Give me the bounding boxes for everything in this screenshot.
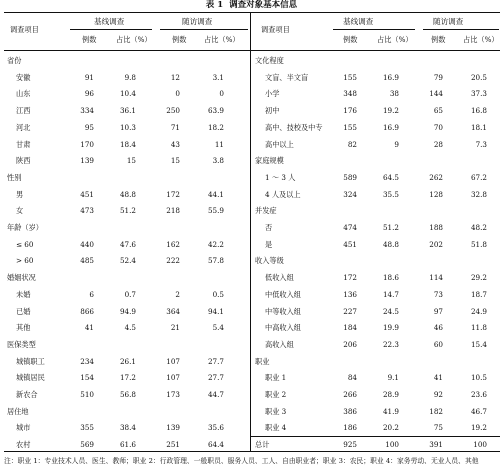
count-cell: 84 xyxy=(347,373,357,383)
percent-cell: 38 xyxy=(389,89,399,99)
percent-cell: 44.1 xyxy=(207,189,224,199)
count-cell: 176 xyxy=(343,106,357,116)
count-cell: 172 xyxy=(166,189,180,199)
table-number: 表 1 xyxy=(205,0,224,10)
right-table xyxy=(250,12,500,452)
percent-cell: 56.8 xyxy=(119,390,136,399)
percent-cell: 48.8 xyxy=(119,189,136,199)
count-cell: 0 xyxy=(175,89,180,99)
count-cell: 218 xyxy=(166,206,180,216)
row-label: > 60 xyxy=(16,256,34,266)
count-cell: 43 xyxy=(170,139,180,149)
table-row xyxy=(251,286,500,303)
row-label: 城市 xyxy=(16,423,31,433)
category-row xyxy=(4,403,250,420)
percent-cell: 55.9 xyxy=(207,206,224,216)
count-cell: 866 xyxy=(80,306,94,316)
count-cell: 184 xyxy=(343,323,357,333)
count-cell: 334 xyxy=(80,106,94,116)
header-row-sub xyxy=(251,31,500,49)
table-row xyxy=(4,119,250,136)
count-cell: 451 xyxy=(80,189,94,199)
percent-cell: 19.2 xyxy=(382,106,399,116)
count-cell: 144 xyxy=(429,89,443,99)
count-cell: 60 xyxy=(433,339,443,349)
row-label: 低收入组 xyxy=(265,273,294,283)
table-title xyxy=(0,0,503,11)
header-followup: 随访调查 xyxy=(433,17,464,26)
header-pct: 占比（%） xyxy=(204,35,240,44)
row-label: 是 xyxy=(265,239,273,249)
count-cell: 188 xyxy=(429,223,443,232)
category-row xyxy=(4,52,250,69)
table-row xyxy=(251,386,500,403)
table-row xyxy=(251,85,500,102)
percent-cell: 20.2 xyxy=(382,423,399,433)
percent-cell: 27.7 xyxy=(207,373,224,383)
count-cell: 186 xyxy=(343,423,357,433)
percent-cell: 48.8 xyxy=(382,239,399,249)
table-caption: 调查对象基本信息 xyxy=(229,0,298,10)
percent-cell: 28.9 xyxy=(382,390,399,399)
row-label: 男 xyxy=(16,189,24,199)
percent-cell: 17.2 xyxy=(119,373,136,383)
percent-cell: 37.3 xyxy=(470,89,487,99)
category-row xyxy=(4,169,250,186)
count-cell: 251 xyxy=(166,440,180,450)
percent-cell: 16.8 xyxy=(470,106,487,116)
header-item: 调查项目 xyxy=(261,25,290,34)
percent-cell: 35.6 xyxy=(207,423,224,433)
row-label: 高中以上 xyxy=(265,139,294,149)
percent-cell: 4.5 xyxy=(124,323,136,333)
count-cell: 348 xyxy=(343,89,357,99)
category-label: 性别 xyxy=(7,172,22,182)
percent-cell: 15.4 xyxy=(470,339,487,349)
percent-cell: 23.6 xyxy=(470,390,487,399)
count-cell: 46 xyxy=(433,323,443,333)
header-count: 例数 xyxy=(431,35,446,44)
table-row xyxy=(251,319,500,336)
table-row xyxy=(4,436,250,453)
count-cell: 21 xyxy=(170,323,180,333)
category-row xyxy=(251,52,500,69)
count-cell: 6 xyxy=(89,289,94,299)
count-cell: 79 xyxy=(433,72,443,82)
count-cell: 569 xyxy=(80,440,94,450)
percent-cell: 29.2 xyxy=(470,273,487,283)
table-row xyxy=(4,303,250,320)
count-cell: 250 xyxy=(166,106,180,116)
row-label: 未婚 xyxy=(16,289,31,299)
header-baseline: 基线调查 xyxy=(94,17,125,26)
count-cell: 589 xyxy=(343,172,357,182)
count-cell: 440 xyxy=(80,239,94,249)
table-row xyxy=(251,269,500,286)
category-row xyxy=(4,219,250,236)
count-cell: 925 xyxy=(343,440,357,450)
percent-cell: 10.5 xyxy=(470,373,487,383)
row-label: 陕西 xyxy=(16,156,31,166)
header-rule xyxy=(4,50,250,51)
percent-cell: 10.4 xyxy=(119,89,136,99)
count-cell: 324 xyxy=(343,189,357,199)
count-cell: 71 xyxy=(170,122,180,132)
table-row xyxy=(251,186,500,203)
row-label: 河北 xyxy=(16,122,31,132)
table-row xyxy=(4,286,250,303)
category-row xyxy=(251,202,500,219)
category-label: 并发症 xyxy=(255,206,277,216)
percent-cell: 24.9 xyxy=(470,306,487,316)
row-label: 职业 1 xyxy=(265,373,287,383)
header-count: 例数 xyxy=(172,35,187,44)
category-label: 文化程度 xyxy=(255,56,284,65)
count-cell: 485 xyxy=(80,256,94,266)
percent-cell: 18.6 xyxy=(382,273,399,283)
table-row xyxy=(4,202,250,219)
row-label: 职业 2 xyxy=(265,390,287,399)
count-cell: 172 xyxy=(343,273,357,283)
table-row xyxy=(4,369,250,386)
table-row xyxy=(251,336,500,353)
percent-cell: 64.4 xyxy=(207,440,224,450)
count-cell: 91 xyxy=(84,72,94,82)
table-row xyxy=(251,219,500,236)
percent-cell: 63.9 xyxy=(207,106,224,116)
row-label: 安徽 xyxy=(16,72,31,82)
percent-cell: 0.7 xyxy=(124,289,136,299)
percent-cell: 94.1 xyxy=(207,306,224,316)
count-cell: 173 xyxy=(166,390,180,399)
header-rule xyxy=(251,50,500,51)
percent-cell: 32.8 xyxy=(470,189,487,199)
count-cell: 92 xyxy=(433,390,443,399)
count-cell: 355 xyxy=(80,423,94,433)
percent-cell: 3.1 xyxy=(212,72,224,82)
percent-cell: 24.5 xyxy=(382,306,399,316)
row-label: 总计 xyxy=(255,440,270,450)
percent-cell: 0.5 xyxy=(212,289,224,299)
count-cell: 15 xyxy=(170,156,180,166)
percent-cell: 57.8 xyxy=(207,256,224,266)
count-cell: 2 xyxy=(175,289,180,299)
row-label: 否 xyxy=(265,223,273,232)
category-label: 省份 xyxy=(7,56,22,65)
left-table xyxy=(4,12,250,452)
header-count: 例数 xyxy=(82,35,97,44)
table-row xyxy=(251,169,500,186)
header-followup: 随访调查 xyxy=(182,17,213,26)
percent-cell: 51.2 xyxy=(382,223,399,232)
percent-cell: 16.9 xyxy=(382,72,399,82)
row-label: 中高收入组 xyxy=(265,323,301,333)
category-row xyxy=(251,353,500,370)
percent-cell: 42.2 xyxy=(207,239,224,249)
count-cell: 364 xyxy=(166,306,180,316)
row-label: 高收入组 xyxy=(265,339,294,349)
header-pct: 占比（%） xyxy=(116,35,152,44)
count-cell: 155 xyxy=(343,72,357,82)
percent-cell: 100 xyxy=(473,440,487,450)
percent-cell: 61.6 xyxy=(119,440,136,450)
table-row xyxy=(4,85,250,102)
count-cell: 474 xyxy=(343,223,357,232)
count-cell: 182 xyxy=(429,406,443,416)
percent-cell: 44.7 xyxy=(207,390,224,399)
percent-cell: 15 xyxy=(126,156,136,166)
header-row-sub xyxy=(4,31,250,49)
count-cell: 82 xyxy=(347,139,357,149)
table-row xyxy=(251,69,500,86)
category-label: 婚姻状况 xyxy=(7,273,36,283)
percent-cell: 5.4 xyxy=(212,323,224,333)
count-cell: 28 xyxy=(433,139,443,149)
row-label: 已婚 xyxy=(16,306,31,316)
percent-cell: 38.4 xyxy=(119,423,136,433)
table-row xyxy=(251,403,500,420)
row-label: 4 人及以上 xyxy=(265,189,301,199)
count-cell: 451 xyxy=(343,239,357,249)
category-label: 居住地 xyxy=(7,406,29,416)
header-count: 例数 xyxy=(343,35,358,44)
count-cell: 114 xyxy=(429,273,443,283)
count-cell: 386 xyxy=(343,406,357,416)
count-cell: 262 xyxy=(429,172,443,182)
category-label: 收入等级 xyxy=(255,256,284,266)
count-cell: 391 xyxy=(429,440,443,450)
count-cell: 227 xyxy=(343,306,357,316)
count-cell: 136 xyxy=(343,289,357,299)
percent-cell: 18.2 xyxy=(207,122,224,132)
count-cell: 128 xyxy=(429,189,443,199)
header-baseline: 基线调查 xyxy=(343,17,374,26)
percent-cell: 9.8 xyxy=(124,72,136,82)
percent-cell: 35.5 xyxy=(382,189,399,199)
percent-cell: 36.1 xyxy=(119,106,136,116)
header-pct: 占比（%） xyxy=(463,35,499,44)
count-cell: 234 xyxy=(80,356,94,366)
count-cell: 266 xyxy=(343,390,357,399)
row-label: 山东 xyxy=(16,89,31,99)
table-row xyxy=(251,102,500,119)
footnote: 注：职业 1：专业技术人员、医生、教师；职业 2：行政管理、一般职员、服务人员、工人、自由职业者；职业 3：农民；职业 4：家务劳动、无业人员、其他 xyxy=(4,457,479,465)
category-row xyxy=(4,336,250,353)
table-row xyxy=(4,152,250,169)
table-row xyxy=(251,236,500,253)
percent-cell: 41.9 xyxy=(382,406,399,416)
percent-cell: 11.8 xyxy=(470,323,487,333)
percent-cell: 20.5 xyxy=(470,72,487,82)
count-cell: 41 xyxy=(433,373,443,383)
header-pct: 占比（%） xyxy=(377,35,413,44)
table-row xyxy=(4,102,250,119)
count-cell: 75 xyxy=(433,423,443,433)
count-cell: 12 xyxy=(170,72,180,82)
row-label: 中等收入组 xyxy=(265,306,301,316)
percent-cell: 16.9 xyxy=(382,122,399,132)
percent-cell: 26.1 xyxy=(119,356,136,366)
percent-cell: 18.4 xyxy=(119,139,136,149)
percent-cell: 3.8 xyxy=(212,156,224,166)
percent-cell: 47.6 xyxy=(119,239,136,249)
count-cell: 162 xyxy=(166,239,180,249)
percent-cell: 51.2 xyxy=(119,206,136,216)
table-row xyxy=(251,369,500,386)
table-row xyxy=(251,419,500,436)
table-row xyxy=(4,186,250,203)
percent-cell: 67.2 xyxy=(470,172,487,182)
count-cell: 510 xyxy=(80,390,94,399)
percent-cell: 9 xyxy=(394,139,399,149)
row-label: 甘肃 xyxy=(16,139,31,149)
percent-cell: 14.7 xyxy=(382,289,399,299)
category-label: 家庭规模 xyxy=(255,156,284,166)
table-row xyxy=(251,119,500,136)
row-label: 文盲、半文盲 xyxy=(265,72,309,82)
percent-cell: 19.9 xyxy=(382,323,399,333)
table-row xyxy=(4,136,250,153)
category-row xyxy=(251,252,500,269)
percent-cell: 7.3 xyxy=(475,139,487,149)
category-row xyxy=(4,269,250,286)
count-cell: 96 xyxy=(84,89,94,99)
row-label: 中低收入组 xyxy=(265,289,301,299)
percent-cell: 9.1 xyxy=(387,373,399,383)
row-label: 江西 xyxy=(16,106,31,116)
row-label: 城镇居民 xyxy=(16,373,45,383)
count-cell: 139 xyxy=(166,423,180,433)
total-row xyxy=(251,436,500,453)
count-cell: 73 xyxy=(433,289,443,299)
table-row xyxy=(4,353,250,370)
percent-cell: 94.9 xyxy=(119,306,136,316)
count-cell: 206 xyxy=(343,339,357,349)
table-row xyxy=(4,69,250,86)
count-cell: 95 xyxy=(84,122,94,132)
count-cell: 107 xyxy=(166,356,180,366)
percent-cell: 52.4 xyxy=(119,256,136,266)
row-label: 其他 xyxy=(16,323,31,333)
table-row xyxy=(4,386,250,403)
table-row xyxy=(4,419,250,436)
category-row xyxy=(251,152,500,169)
count-cell: 139 xyxy=(80,156,94,166)
row-label: 职业 3 xyxy=(265,406,287,416)
category-label: 医保类型 xyxy=(7,339,36,349)
table-row xyxy=(4,252,250,269)
count-cell: 154 xyxy=(80,373,94,383)
table-row xyxy=(4,319,250,336)
row-label: 农村 xyxy=(16,440,31,450)
row-label: 城镇职工 xyxy=(16,356,45,366)
percent-cell: 10.3 xyxy=(119,122,136,132)
table-row xyxy=(251,136,500,153)
percent-cell: 0 xyxy=(219,89,224,99)
count-cell: 202 xyxy=(429,239,443,249)
percent-cell: 27.7 xyxy=(207,356,224,366)
percent-cell: 46.7 xyxy=(470,406,487,416)
percent-cell: 22.3 xyxy=(382,339,399,349)
row-label: 职业 4 xyxy=(265,423,287,433)
row-label: ≤ 60 xyxy=(16,239,34,249)
table-row xyxy=(4,236,250,253)
count-cell: 70 xyxy=(433,122,443,132)
row-label: 新农合 xyxy=(16,390,38,399)
percent-cell: 18.7 xyxy=(470,289,487,299)
header-item: 调查项目 xyxy=(10,25,39,34)
percent-cell: 64.5 xyxy=(382,172,399,182)
percent-cell: 18.1 xyxy=(470,122,487,132)
row-label: 初中 xyxy=(265,106,280,116)
category-label: 年龄（岁） xyxy=(7,223,43,232)
count-cell: 155 xyxy=(343,122,357,132)
count-cell: 107 xyxy=(166,373,180,383)
count-cell: 473 xyxy=(80,206,94,216)
percent-cell: 48.2 xyxy=(470,223,487,232)
row-label: 小学 xyxy=(265,89,280,99)
row-label: 高中、技校及中专 xyxy=(265,122,323,132)
percent-cell: 19.2 xyxy=(470,423,487,433)
count-cell: 170 xyxy=(80,139,94,149)
percent-cell: 51.8 xyxy=(470,239,487,249)
count-cell: 65 xyxy=(433,106,443,116)
percent-cell: 11 xyxy=(214,139,224,149)
table-row xyxy=(251,303,500,320)
row-label: 1 ～ 3 人 xyxy=(265,172,296,182)
count-cell: 222 xyxy=(166,256,180,266)
row-label: 女 xyxy=(16,206,24,216)
count-cell: 97 xyxy=(433,306,443,316)
count-cell: 41 xyxy=(84,323,94,333)
category-label: 职业 xyxy=(255,356,270,366)
percent-cell: 100 xyxy=(385,440,399,450)
